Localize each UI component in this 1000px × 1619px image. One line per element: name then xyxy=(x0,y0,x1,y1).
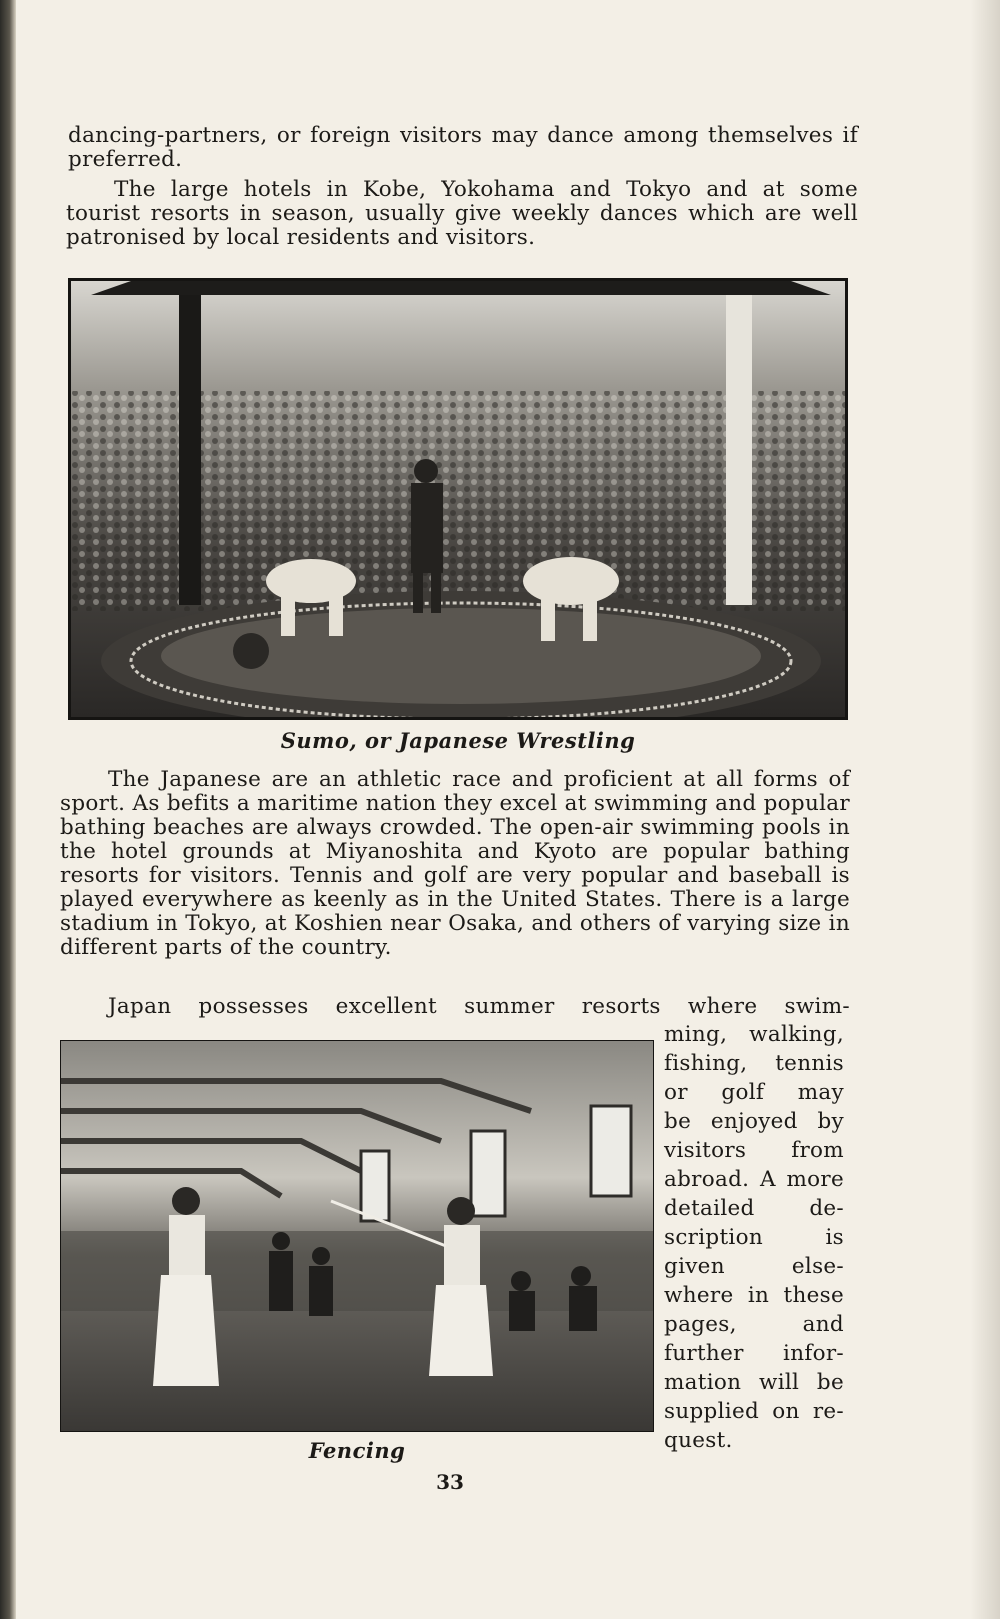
side-line: supplied on re- xyxy=(664,1399,844,1424)
side-line: detailed de- xyxy=(664,1196,844,1221)
side-column-text xyxy=(664,1020,844,1455)
side-line: mation will be xyxy=(664,1370,844,1395)
paragraph-resorts-lead: Japan possesses excellent summer resorts where swim- xyxy=(108,994,850,1019)
side-line: abroad. A more xyxy=(664,1167,844,1192)
side-line: fishing, tennis xyxy=(664,1051,844,1076)
page-number: 33 xyxy=(436,1470,464,1494)
side-line: be enjoyed by xyxy=(664,1109,844,1134)
fencing-photo xyxy=(60,1040,654,1432)
paragraph-hotels: The large hotels in Kobe, Yokohama and Tokyo and at some tourist resorts in season, usually give weekly dances which are well patronised by local residents and visitors. xyxy=(66,177,858,250)
sumo-illustration xyxy=(71,281,845,717)
side-line: quest. xyxy=(664,1428,733,1453)
side-line: pages, and xyxy=(664,1312,844,1337)
side-line: scription is xyxy=(664,1225,844,1250)
fencing-illustration xyxy=(61,1041,653,1431)
side-line: where in these xyxy=(664,1283,844,1308)
sumo-caption: Sumo, or Japanese Wrestling xyxy=(280,728,636,753)
fencing-caption: Fencing xyxy=(308,1438,406,1463)
sumo-photo xyxy=(68,278,848,720)
paragraph-sport: The Japanese are an athletic race and proficient at all forms of sport. As befits a maritime nation they excel at swimming and popular bathing beaches are always crowded. The open-air swimming pools in the hotel grounds at Miyanoshita and Kyoto are popular bathing resorts for visitors. Tennis and golf are very popular and baseball is played everywhere as keenly as in the United States. There is a large stadium in Tokyo, at Koshien near Osaka, and others of varying size in different parts of the country. xyxy=(60,767,850,960)
paragraph-dancing: dancing-partners, or foreign visitors may dance among themselves if preferred. xyxy=(68,123,858,172)
side-line: visitors from xyxy=(664,1138,844,1163)
side-line: ming, walking, xyxy=(664,1022,844,1047)
side-line: given else- xyxy=(664,1254,844,1279)
side-line: further infor- xyxy=(664,1341,844,1366)
side-line: or golf may xyxy=(664,1080,844,1105)
